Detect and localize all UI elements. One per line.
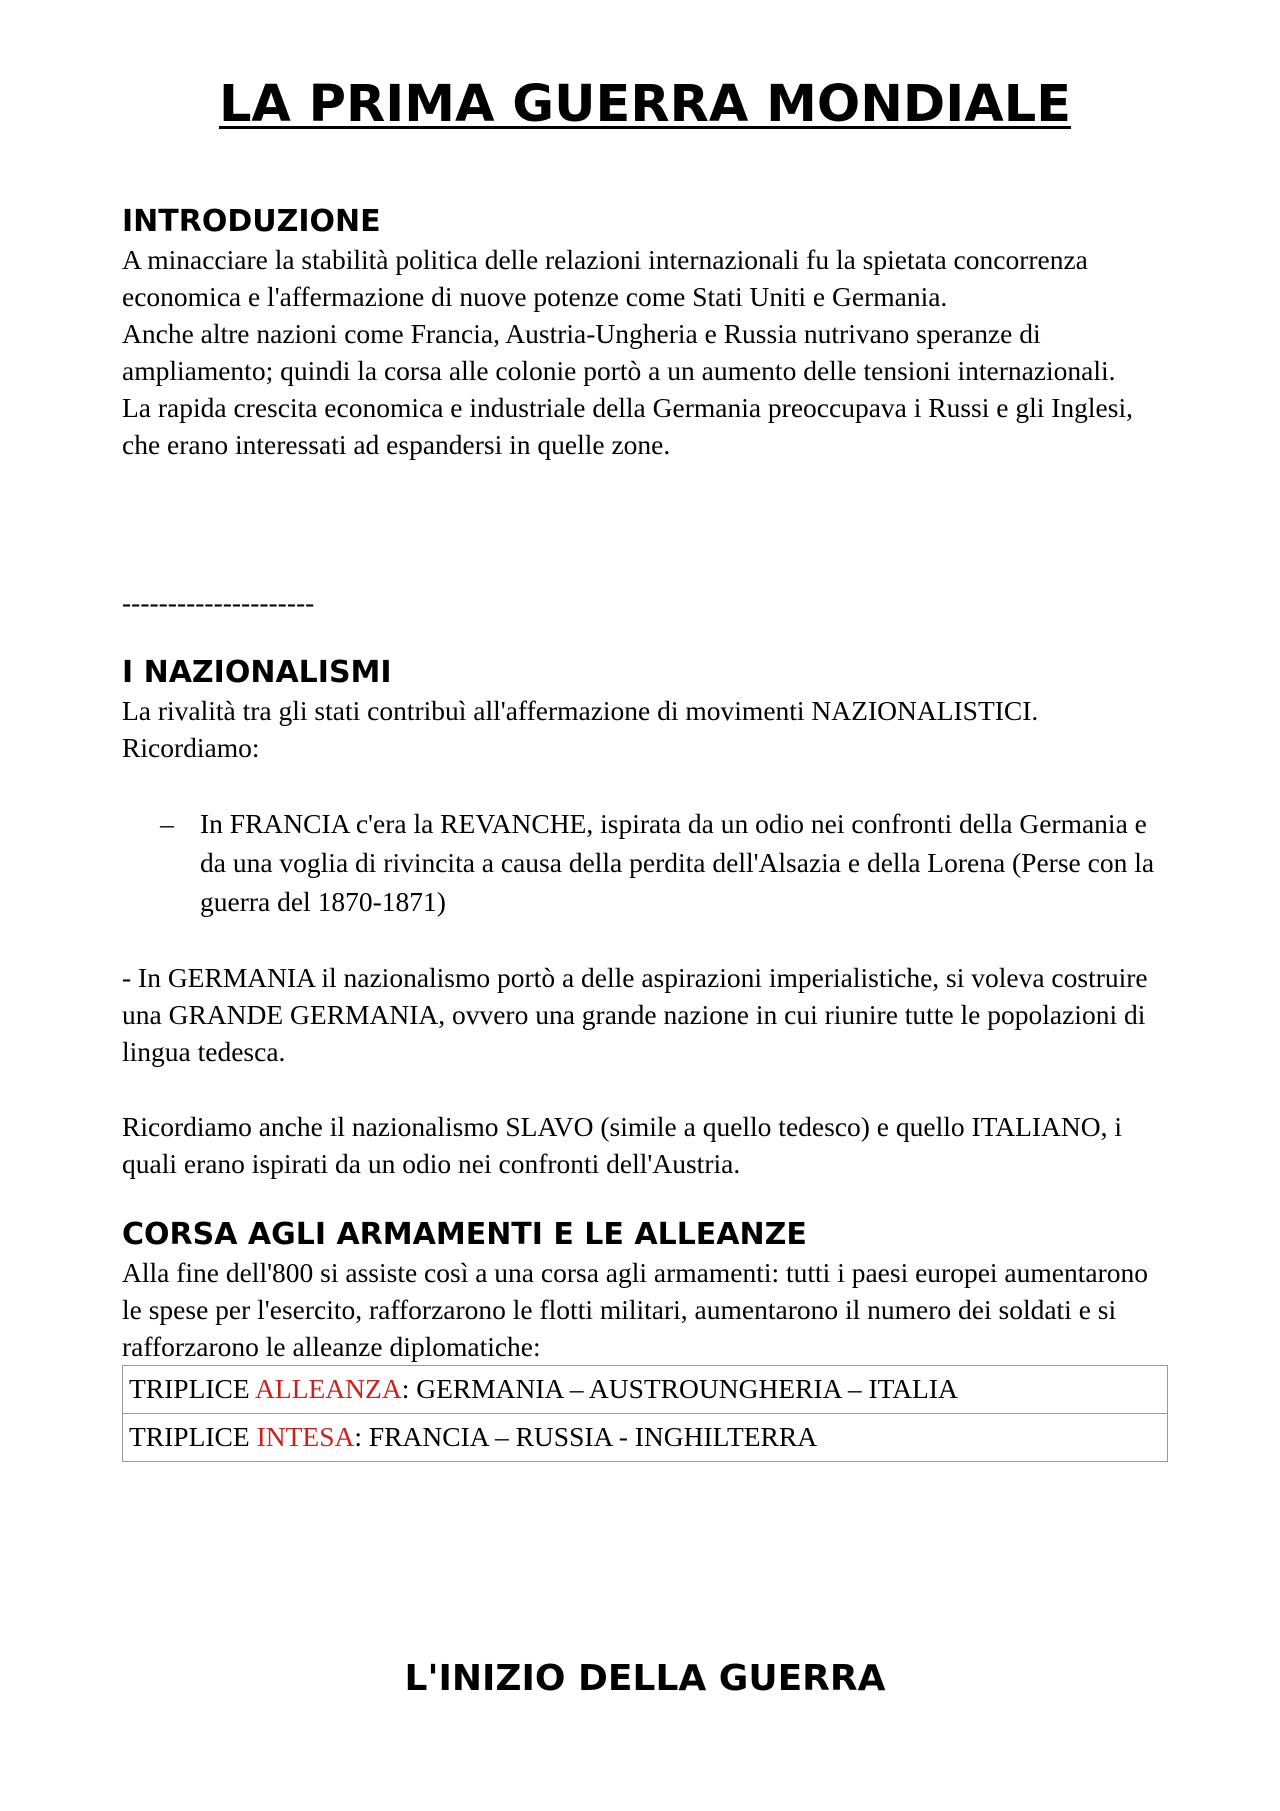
table-cell <box>123 1366 1168 1414</box>
intro-paragraph-2: Anche altre nazioni come Francia, Austria-Ungheria e Russia nutrivano speranze di ampliamento; quindi la corsa alle colonie portò a un aumento delle tensioni internazionali. <box>122 318 1116 386</box>
table-row <box>123 1414 1168 1462</box>
alliance-prefix: TRIPLICE <box>129 1373 256 1404</box>
section-nazionalismi <box>122 654 1168 766</box>
table-cell <box>123 1414 1168 1462</box>
separator-block <box>122 584 1168 621</box>
intro-paragraph-3: La rapida crescita economica e industriale della Germania preoccupava i Russi e gli Inglesi, che erano interessati ad espandersi in quelle zone. <box>122 392 1133 460</box>
germania-paragraph: - In GERMANIA il nazionalismo portò a delle aspirazioni imperialistiche, si voleva costruire una GRANDE GERMANIA, ovvero una grande nazione in cui riunire tutte le popolazioni di lingua tedesca. <box>122 962 1148 1067</box>
alliance-highlight: INTESA <box>256 1421 355 1452</box>
intro-paragraph-1: A minacciare la stabilità politica delle relazioni internazionali fu la spietata concorrenza economica e l'affermazione di nuove potenze come Stati Uniti e Germania. <box>122 244 1088 312</box>
list-item-text: In FRANCIA c'era la REVANCHE, ispirata da un odio nei confronti della Germania e da una voglia di rivincita a causa della perdita dell'Alsazia e della Lorena (Perse con la guerra del 1870-1871) <box>200 808 1155 917</box>
page-title: LA PRIMA GUERRA MONDIALE <box>218 75 1072 134</box>
nazionalismi-list <box>122 804 1168 921</box>
slavo-paragraph: Ricordiamo anche il nazionalismo SLAVO (simile a quello tedesco) e quello ITALIANO, i quali erano ispirati da un odio nei confronti dell'Austria. <box>122 1111 1123 1179</box>
nazionalismi-intro: La rivalità tra gli stati contribuì all'affermazione di movimenti NAZIONALISTICI. Ricordiamo: <box>122 695 1039 763</box>
armamenti-paragraph: Alla fine dell'800 si assiste così a una corsa agli armamenti: tutti i paesi europei aumentarono le spese per l'esercito, rafforzarono le flotti militari, aumentarono il numero dei soldati e si rafforzarono le alleanze diplomatiche: <box>122 1257 1148 1362</box>
list-item <box>122 804 1168 921</box>
alliance-prefix: TRIPLICE <box>129 1421 257 1452</box>
section-introduzione <box>122 203 1168 463</box>
section-heading-introduzione: INTRODUZIONE <box>122 204 381 239</box>
section-armamenti <box>122 1216 1168 1462</box>
slavo-block <box>122 1108 1168 1182</box>
alliance-highlight: ALLEANZA <box>255 1373 402 1404</box>
dashed-separator: --------------------- <box>122 587 315 618</box>
section-heading-nazionalismi: I NAZIONALISMI <box>122 655 392 690</box>
table-row <box>123 1366 1168 1414</box>
alliance-members: : GERMANIA – AUSTROUNGHERIA – ITALIA <box>401 1373 958 1404</box>
germania-block <box>122 959 1168 1070</box>
section-heading-inizio: L'INIZIO DELLA GUERRA <box>404 1658 886 1699</box>
alliance-members: : FRANCIA – RUSSIA - INGHILTERRA <box>354 1421 818 1452</box>
section-heading-armamenti: CORSA AGLI ARMAMENTI E LE ALLEANZE <box>122 1217 807 1252</box>
list-dash: – <box>160 808 174 839</box>
alliances-table <box>122 1365 1168 1462</box>
